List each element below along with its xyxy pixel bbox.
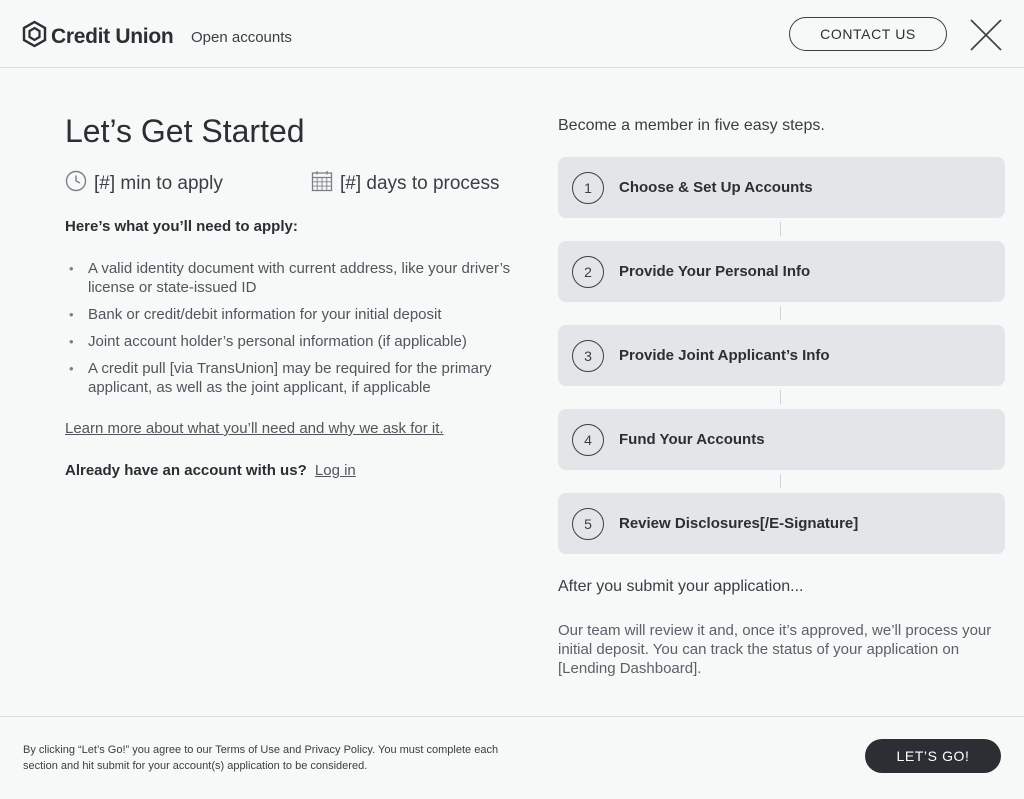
- existing-account-row: [65, 462, 356, 479]
- requirements-list: [65, 259, 535, 405]
- clock-icon: [65, 170, 94, 198]
- login-link[interactable]: Log in: [314, 462, 356, 479]
- meta-row: [65, 170, 500, 198]
- step-label: Choose & Set Up Accounts: [619, 179, 813, 196]
- step-label: Provide Joint Applicant’s Info: [619, 347, 830, 364]
- step-personal-info[interactable]: [558, 241, 1005, 302]
- steps-intro: Become a member in five easy steps.: [558, 117, 825, 134]
- step-connector: [780, 306, 781, 320]
- process-time: [311, 170, 499, 198]
- step-number: 3: [572, 340, 604, 372]
- step-number: 4: [572, 424, 604, 456]
- apply-time-label: [#] min to apply: [94, 173, 223, 194]
- step-number: 5: [572, 508, 604, 540]
- after-submit-text: Our team will review it and, once it’s approved, we’ll process your initial deposit. You can track the status of your application on [Lending Dashboard].: [558, 622, 992, 677]
- list-item: • A valid identity document with current address, like your driver’s license or state-issued ID: [65, 259, 535, 297]
- step-connector: [780, 222, 781, 236]
- after-submit-heading: After you submit your application...: [558, 578, 804, 595]
- step-number: 1: [572, 172, 604, 204]
- step-fund-accounts[interactable]: [558, 409, 1005, 470]
- hexagon-logo-icon: [22, 20, 47, 53]
- step-number: 2: [572, 256, 604, 288]
- learn-more-link[interactable]: Learn more about what you’ll need and why we ask for it.: [65, 420, 444, 437]
- apply-time: [65, 170, 223, 198]
- contact-us-button[interactable]: CONTACT US: [789, 17, 947, 51]
- step-connector: [780, 390, 781, 404]
- header: [0, 0, 1024, 68]
- step-connector: [780, 474, 781, 488]
- lets-go-button[interactable]: LET’S GO!: [865, 739, 1001, 773]
- logo-text: Credit Union: [51, 24, 174, 48]
- calendar-icon: [311, 170, 340, 198]
- step-label: Fund Your Accounts: [619, 431, 765, 448]
- requirements-heading: Here’s what you’ll need to apply:: [65, 218, 298, 235]
- step-label: Provide Your Personal Info: [619, 263, 811, 280]
- footer: [0, 716, 1024, 799]
- close-button[interactable]: [966, 16, 1006, 54]
- process-time-label: [#] days to process: [340, 173, 500, 194]
- list-item: • A credit pull [via TransUnion] may be required for the primary applicant, as well as the joint applicant, if applicable: [65, 359, 535, 397]
- step-label: Review Disclosures[/E-Signature]: [619, 515, 859, 532]
- section-title: Open accounts: [191, 29, 292, 46]
- page-title: Let’s Get Started: [65, 113, 305, 149]
- logo[interactable]: [22, 20, 173, 53]
- step-joint-applicant[interactable]: [558, 325, 1005, 386]
- close-icon: [966, 42, 1006, 57]
- terms-disclaimer: By clicking “Let’s Go!” you agree to our Terms of Use and Privacy Policy. You must complete each section and hit submit for your account(s) application to be considered.: [23, 744, 499, 772]
- step-choose-accounts[interactable]: [558, 157, 1005, 218]
- step-review-disclosures[interactable]: [558, 493, 1005, 554]
- list-item: • Bank or credit/debit information for your initial deposit: [65, 305, 535, 324]
- list-item: • Joint account holder’s personal information (if applicable): [65, 332, 535, 351]
- account-question: Already have an account with us?: [65, 462, 307, 479]
